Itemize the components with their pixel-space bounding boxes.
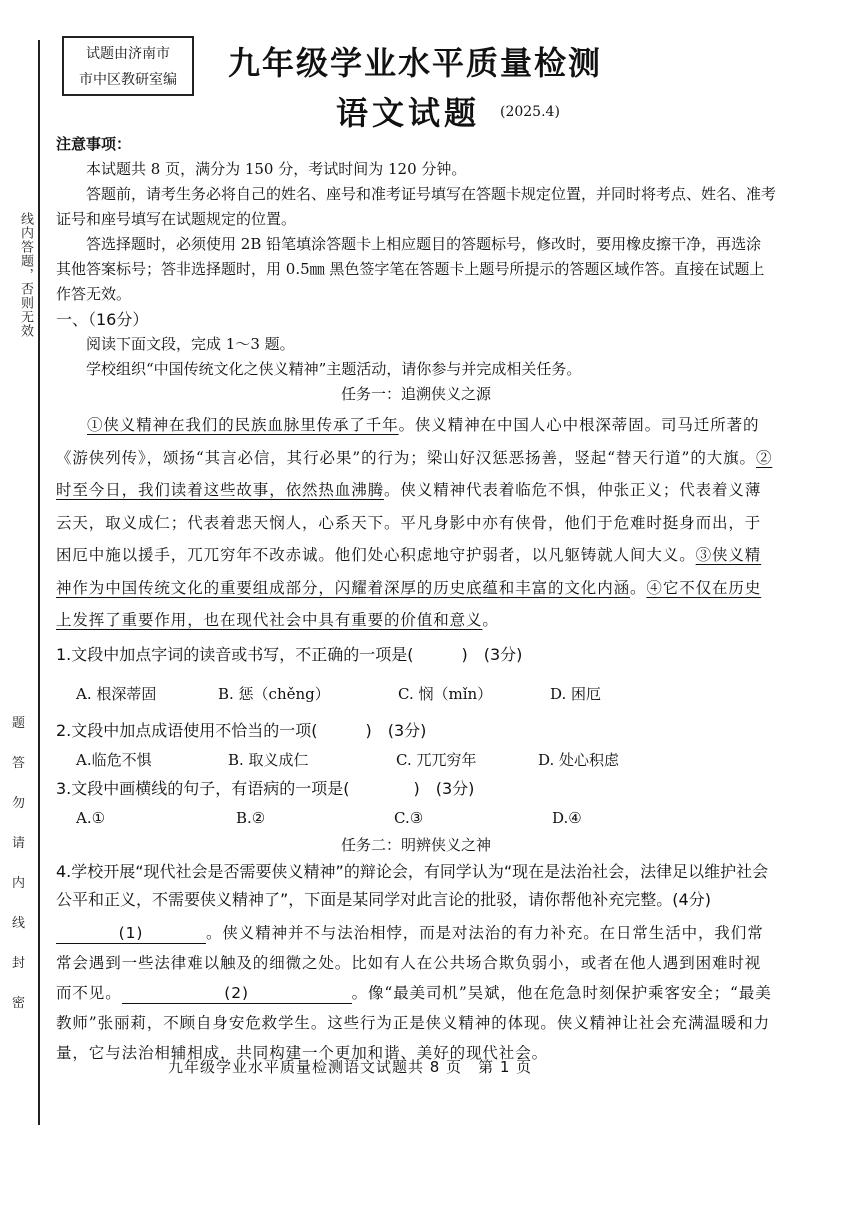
question-2-options [76,745,776,775]
margin-char: 答 [12,756,26,771]
reading-passage [56,409,776,637]
margin-char: 密 [12,996,26,1011]
margin-char: 勿 [12,796,26,811]
margin-char: 请 [12,836,26,851]
question-2-stem: 2.文段中加点成语使用不恰当的一项( ) (3分) [56,720,427,740]
option-d[interactable]: D. 困厄 [550,684,602,703]
exam-title: 九年级学业水平质量检测 [228,44,603,82]
underlined-sentence-4: ④它不仅在历史上发挥了重要作用，也在现代社会中具有重要的价值和意义 [56,578,762,629]
answer-blank-2[interactable]: (2) [122,983,352,1004]
question-3-options [76,803,776,833]
underlined-sentence-1: ①侠义精神在我们的民族血脉里传承了千年 [87,416,399,434]
option-c[interactable]: C. 悯（mǐn） [398,684,493,703]
notice-paragraph-1: 本试题共 8 页，满分为 150 分，考试时间为 120 分钟。 [86,160,467,178]
question-4-passage [56,918,776,1068]
publisher-line-1: 试题由济南市 [86,46,170,62]
question-4-text-2: 。像“最美司机”吴斌，他在危急时刻保护乘客安全；“最美教师”张丽莉，不顾自身安危救学生。这些行为正是侠义精神的体现。侠义精神让社会充满温暖和力量，它与法治相辅相成，共同构建一个更加和谐、美好的现代社会。 [56,983,772,1062]
margin-warning-text: 线内答题，否则无效 [18,212,33,338]
option-b[interactable]: B. 取义成仁 [228,750,309,769]
option-d[interactable]: D.④ [552,808,582,827]
exam-content [56,132,776,1068]
option-d[interactable]: D. 处心积虑 [538,750,620,769]
option-a[interactable]: A.① [76,808,106,827]
margin-char: 题 [12,716,26,731]
option-a[interactable]: A. 根深蒂固 [76,684,157,703]
exam-subtitle: 语文试题 [336,94,481,132]
underlined-sentence-3: ③侠义精神作为中国传统文化的重要组成部分，闪耀着深厚的历史底蕴和丰富的文化内涵 [56,546,762,597]
publisher-box [62,36,194,96]
passage-text-4: 。 [482,611,499,629]
notice-heading: 注意事项： [56,135,132,153]
margin-char: 内 [12,876,26,891]
question-4-stem: 4.学校开展“现代社会是否需要侠义精神”的辩论会，有同学认为“现在是法治社会，法律足以维护社会公平和正义，不需要侠义精神了”，下面是某同学对此言论的批驳，请你帮他补充完整。(4分) [56,861,769,909]
section-1-heading: 一、（16分） [56,310,149,329]
passage-text-1: 。侠义精神在中国人心中根深蒂固。司马迁所著的《游侠列传》，颂扬“其言必信，其行必果”的行为；梁山好汉惩恶扬善，竖起“替天行道”的大旗。 [56,416,760,467]
question-1-options [76,679,776,709]
question-3-stem: 3.文段中画横线的句子，有语病的一项是( ) (3分) [56,778,475,798]
answer-blank-1[interactable]: (1) [56,923,206,944]
passage-text-3: 。 [630,578,647,597]
notice-paragraph-2: 答题前，请考生务必将自己的姓名、座号和准考证号填写在答题卡规定位置，并同时将考点、姓名、准考证号和座号填写在试题规定的位置。 [56,185,777,228]
option-b[interactable]: B.② [236,808,266,827]
notice-paragraph-3: 答选择题时，必须使用 2B 铅笔填涂答题卡上相应题目的答题标号，修改时，要用橡皮擦干净，再选涂其他答案标号；答非选择题时，用 0.5㎜ 黑色签字笔在答题卡上题号所提示的答题区域作答。直接在试题上作答无效。 [56,235,765,303]
option-c[interactable]: C.③ [394,808,424,827]
margin-char: 线 [12,916,26,931]
option-c[interactable]: C. 兀兀穷年 [396,750,477,769]
question-1-stem: 1.文段中加点字词的读音或书写，不正确的一项是( ) (3分) [56,644,523,664]
option-a[interactable]: A.临危不惧 [76,750,152,769]
binding-margin-line [38,40,40,1125]
passage-text-2: 。侠义精神代表着临危不惧，仲张正义；代表着义薄云天，取义成仁；代表着悲天悯人，心系天下。平凡身影中亦有侠骨，他们于危难时挺身而出，于困厄中施以援手，兀兀穷年不改赤诚。他们处心积虑地守护弱者，以凡躯铸就人间大义。 [56,481,762,564]
margin-char: 封 [12,956,26,971]
option-b[interactable]: B. 惩（chěng） [218,684,330,703]
task-1-heading: 任务一：追溯侠义之源 [340,385,491,403]
page-footer: 九年级学业水平质量检测语文试题共 8 页 第 1 页 [168,1058,533,1076]
task-2-heading: 任务二：明辨侠义之神 [340,835,491,854]
section-1-intro: 阅读下面文段，完成 1～3 题。 [86,335,295,353]
underlined-sentence-2: ②时至今日，我们读着这些故事，依然热血沸腾 [56,448,773,499]
exam-date: (2025.4) [500,104,560,120]
question-4-text-1: 。侠义精神并不与法治相悖，而是对法治的有力补充。在日常生活中，我们常常会遇到一些法律难以触及的细微之处。比如有人在公共场合欺负弱小，或者在他人遇到困难时视而不见。 [56,923,764,1002]
section-1-activity: 学校组织“中国传统文化之侠义精神”主题活动，请你参与并完成相关任务。 [86,360,582,378]
publisher-line-2: 市中区教研室编 [79,72,177,88]
